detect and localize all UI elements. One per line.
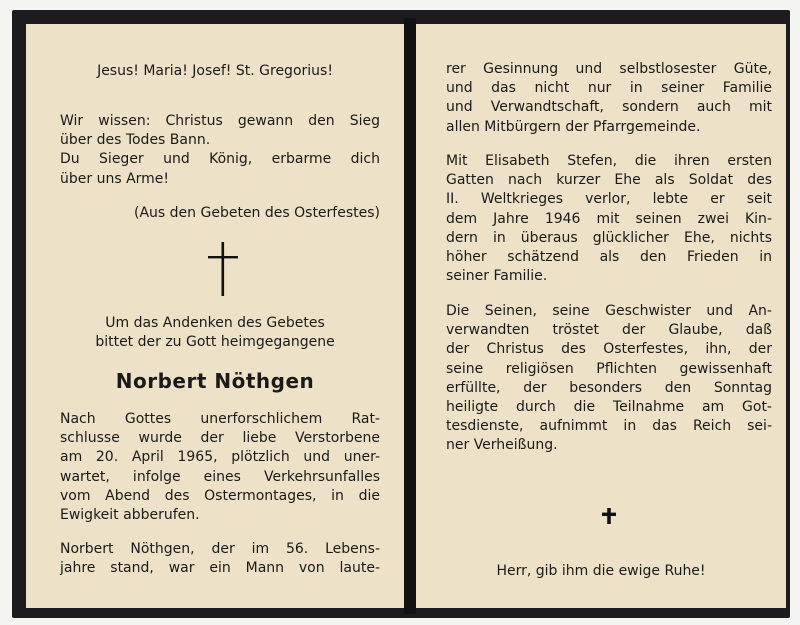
request-line: bittet der zu Gott heimgegangene [95, 334, 335, 351]
prayer-line: über des Todes Bann. [60, 132, 211, 149]
prayer-source: (Aus den Gebeten des Osterfestes) [134, 205, 380, 221]
small-cross-icon [602, 508, 616, 524]
card-frame [12, 10, 790, 618]
paragraph-line: rer Gesinnung und selbstlosester Güte, [446, 61, 772, 77]
paragraph-line: jahre stand, war ein Mann von laute- [60, 560, 380, 577]
right-page [416, 24, 786, 608]
request-text [26, 314, 404, 352]
paragraph-line: vom Abend des Ostermontages, in die [60, 487, 380, 504]
paragraph-line: ner Verheißung. [446, 437, 558, 454]
paragraph-character [446, 60, 772, 137]
paragraph-line: Gatten nach kurzer Ehe als Soldat des [446, 172, 772, 189]
paragraph-line: Ewigkeit abberufen. [60, 507, 200, 524]
paragraph-death [60, 410, 380, 525]
paragraph-line: wartet, infolge eines Verkehrsunfalles [60, 468, 380, 485]
prayer [60, 112, 380, 189]
paragraph-line: tesdienste, aufnimmt in das Reich sei- [446, 418, 772, 435]
paragraph-line: und das nicht nur in seiner Familie [446, 80, 772, 97]
paragraph-faith [446, 302, 772, 456]
paragraph-line: dem Jahre 1946 mit seinen zwei Kin- [446, 210, 772, 227]
paragraph-family [446, 152, 772, 286]
paragraph-line: Norbert Nöthgen, der im 56. Lebens- [60, 541, 380, 557]
invocation: Jesus! Maria! Josef! St. Gregorius! [97, 63, 333, 79]
paragraph-line: seine religiösen Pflichten gewissenhaft [446, 360, 772, 377]
latin-cross-icon [208, 242, 238, 296]
paragraph-line: dern in überaus glücklicher Ehe, nichts [446, 229, 772, 246]
paragraph-line: Mit Elisabeth Stefen, die ihren ersten [446, 153, 772, 169]
prayer-line: Wir wissen: Christus gewann den Sieg [60, 113, 380, 129]
paragraph-line: allen Mitbürgern der Pfarrgemeinde. [446, 118, 701, 135]
paragraph-line: am 20. April 1965, plötzlich und uner- [60, 449, 380, 466]
paragraph-line: erfüllte, der besonders den Sonntag [446, 379, 772, 396]
paragraph-line: höher schätzend als den Frieden in [446, 249, 772, 266]
paragraph-line: II. Weltkrieges verlor, lebte er seit [446, 191, 772, 208]
prayer-line: Du Sieger und König, erbarme dich [60, 151, 380, 168]
card-fold [404, 18, 416, 614]
paragraph-line: seiner Familie. [446, 268, 548, 285]
left-page [26, 24, 404, 608]
paragraph-line: Die Seinen, seine Geschwister und An- [446, 303, 772, 319]
closing-prayer: Herr, gib ihm die ewige Ruhe! [496, 563, 706, 579]
prayer-line: über uns Arme! [60, 170, 170, 187]
paragraph-line: und Verwandtschaft, sondern auch mit [446, 99, 772, 116]
paragraph-line: Nach Gottes unerforschlichem Rat- [60, 411, 380, 427]
paragraph-life [60, 540, 380, 578]
paragraph-line: heiligte durch die Teilnahme am Got- [446, 399, 772, 416]
request-line: Um das Andenken des Gebetes [105, 315, 325, 331]
paragraph-line: der Christus des Osterfestes, ihn, der [446, 341, 772, 358]
paragraph-line: schlusse wurde der liebe Verstorbene [60, 430, 380, 447]
paragraph-line: verwandten tröstet der Glaube, daß [446, 322, 772, 339]
deceased-name: Norbert Nöthgen [115, 369, 315, 393]
